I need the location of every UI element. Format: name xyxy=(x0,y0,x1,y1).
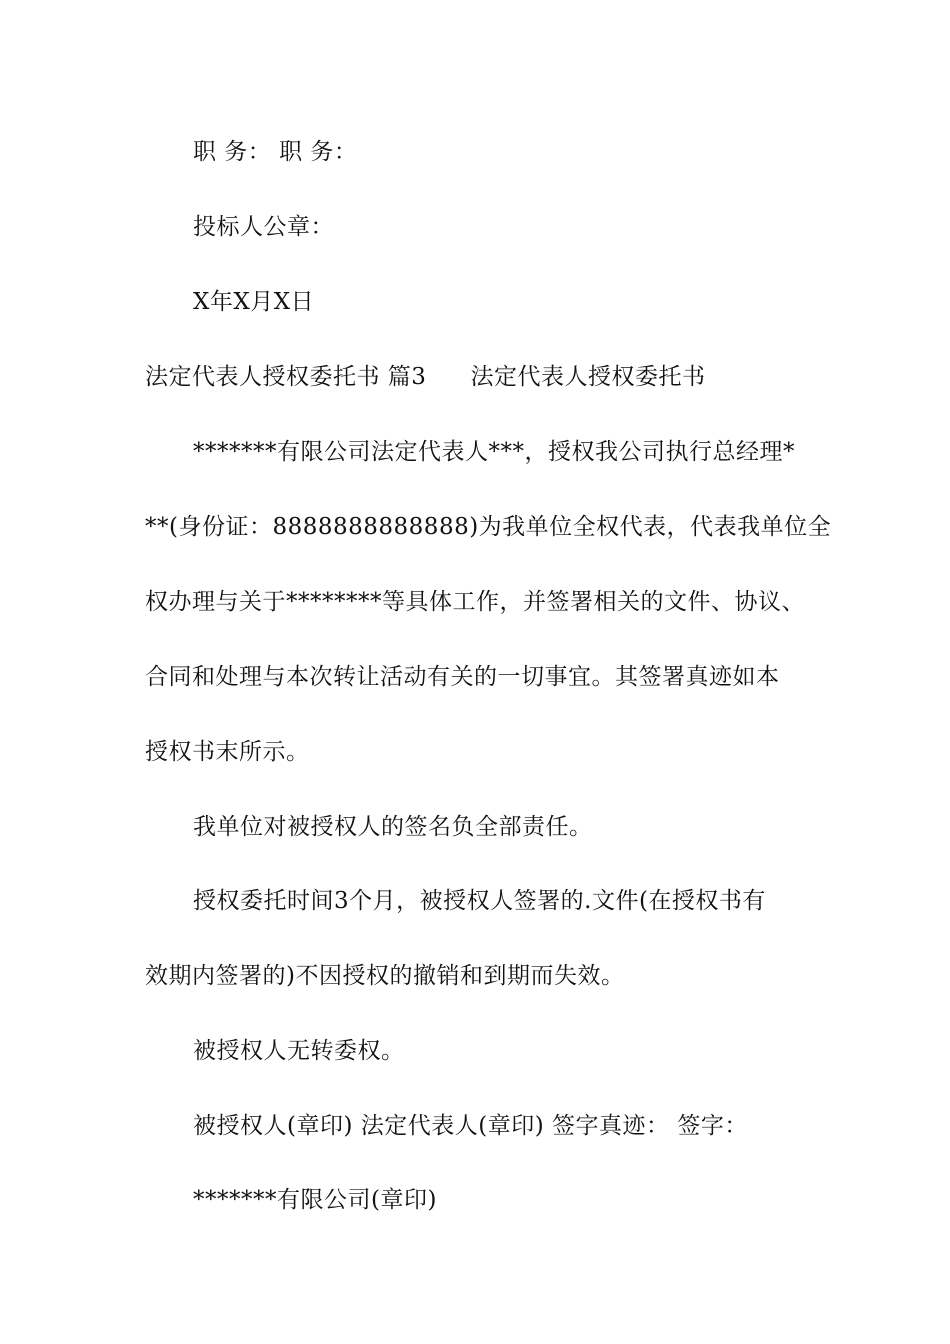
paragraph-1-line-2: **(身份证：8888888888888)为我单位全权代表，代表我单位全 xyxy=(145,514,832,540)
paragraph-3-line-2: 效期内签署的)不因授权的撤销和到期而失效。 xyxy=(145,963,625,989)
section-heading xyxy=(145,362,825,392)
paragraph-1-line-1: *******有限公司法定代表人***，授权我公司执行总经理* xyxy=(193,439,795,465)
paragraph-2: 我单位对被授权人的签名负全部责任。 xyxy=(193,814,593,840)
date-line: X年X月X日 xyxy=(193,289,315,315)
company-seal-line: *******有限公司(章印) xyxy=(193,1187,437,1213)
heading-title-left: 法定代表人授权委托书 篇3 xyxy=(145,364,427,390)
duties-line: 职 务： 职 务： xyxy=(193,139,358,165)
paragraph-1-line-4: 合同和处理与本次转让活动有关的一切事宜。其签署真迹如本 xyxy=(145,664,780,690)
heading-title-right: 法定代表人授权委托书 xyxy=(470,364,706,390)
paragraph-3-line-1: 授权委托时间3个月，被授权人签署的.文件(在授权书有 xyxy=(193,888,766,914)
signature-line: 被授权人(章印) 法定代表人(章印) 签字真迹： 签字： xyxy=(193,1113,748,1139)
bidder-seal-line: 投标人公章： xyxy=(193,214,334,240)
paragraph-1-line-3: 权办理与关于********等具体工作，并签署相关的文件、协议、 xyxy=(145,589,805,615)
paragraph-4: 被授权人无转委权。 xyxy=(193,1038,405,1064)
paragraph-1-line-5: 授权书末所示。 xyxy=(145,739,310,765)
